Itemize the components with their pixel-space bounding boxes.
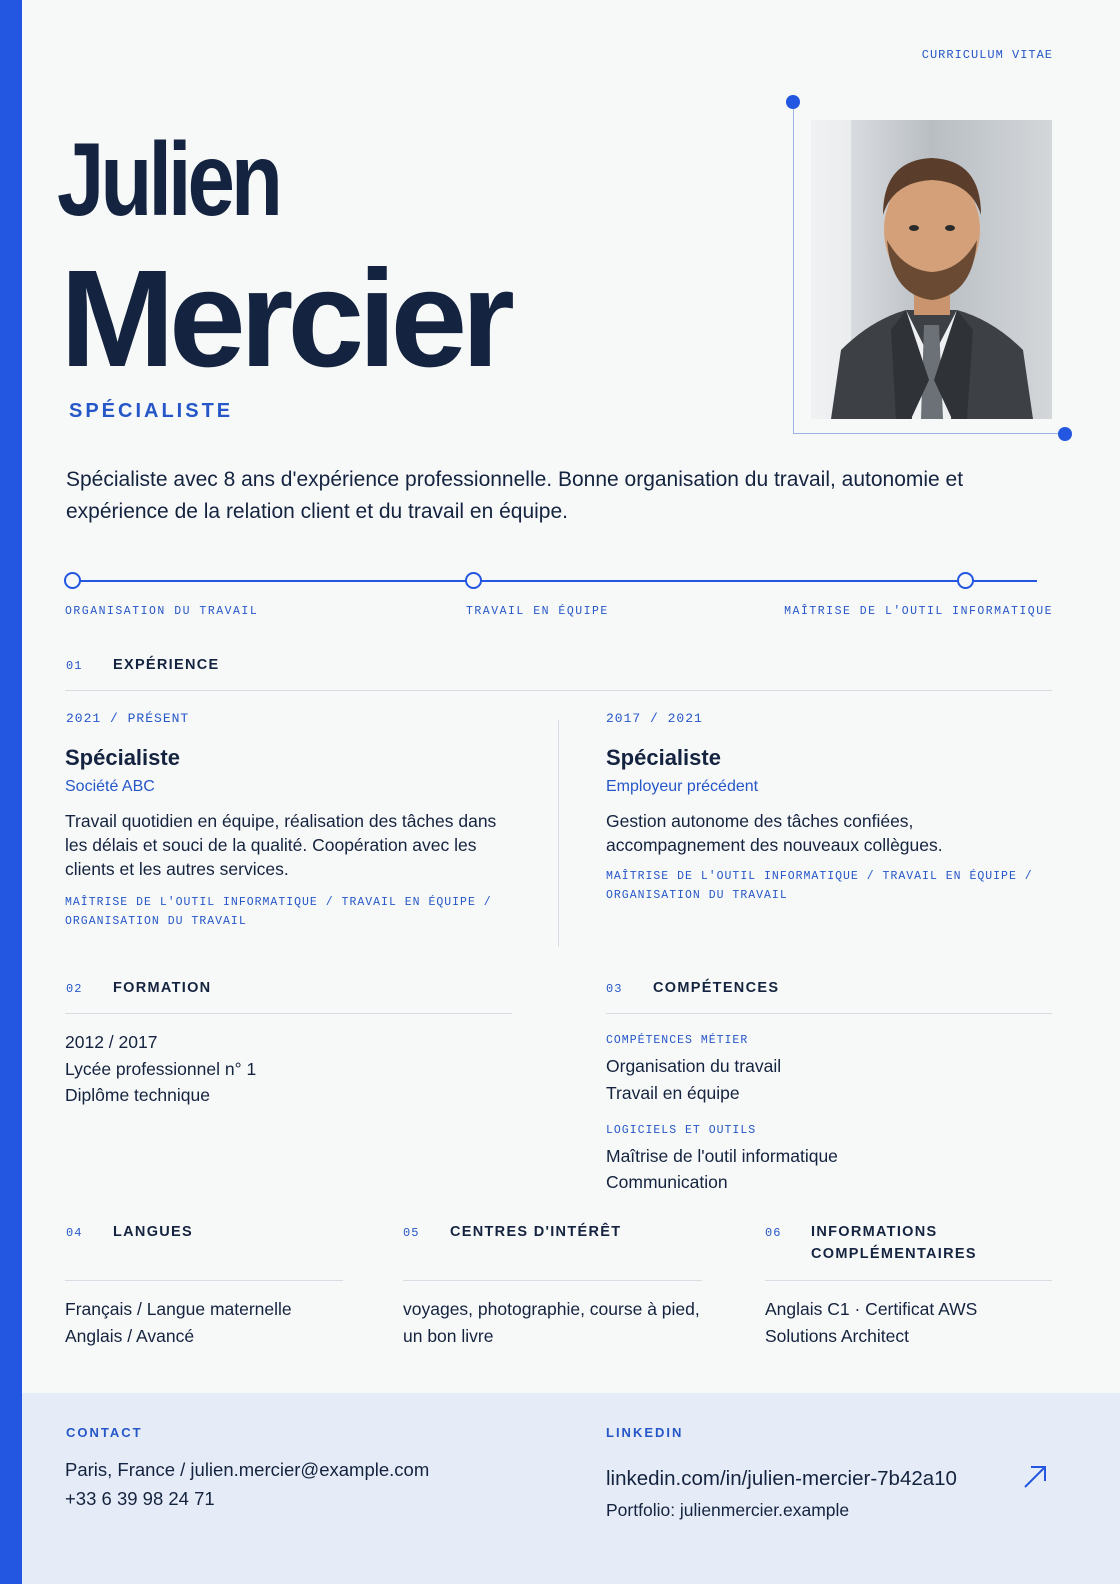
job-company: Employeur précédent <box>606 778 759 795</box>
section-title-interests: CENTRES D'INTÉRÊT <box>450 1224 622 1240</box>
skill-item: Travail en équipe <box>606 1083 740 1103</box>
timeline-label: TRAVAIL EN ÉQUIPE <box>466 605 609 618</box>
timeline-node <box>957 572 974 589</box>
section-title-experience: EXPÉRIENCE <box>113 657 220 673</box>
job-title: Spécialiste <box>606 745 721 770</box>
section-title-extra: COMPLÉMENTAIRES <box>811 1246 977 1262</box>
job-tags: MAÎTRISE DE L'OUTIL INFORMATIQUE / TRAVAIL EN ÉQUIPE / ORGANISATION DU TRAVAIL <box>606 870 1033 902</box>
linkedin-link[interactable]: linkedin.com/in/julien-mercier-7b42a10 <box>606 1467 957 1490</box>
education-line: Diplôme technique <box>65 1085 210 1105</box>
language-line: Anglais / Avancé <box>65 1326 195 1346</box>
section-divider <box>65 1280 343 1281</box>
job-tags: MAÎTRISE DE L'OUTIL INFORMATIQUE / TRAVAIL EN ÉQUIPE / ORGANISATION DU TRAVAIL <box>65 896 492 928</box>
language-line: Français / Langue maternelle <box>65 1299 292 1319</box>
portfolio-link[interactable]: Portfolio: julienmercier.example <box>606 1500 850 1520</box>
interests-line: un bon livre <box>403 1326 494 1346</box>
frame-dot-top <box>786 95 800 109</box>
section-title-languages: LANGUES <box>113 1224 193 1240</box>
job-description: Travail quotidien en équipe, réalisation des tâches dans les délais et souci de la qualité. Coopération avec les clients et les autres services. <box>65 811 497 879</box>
timeline-label: MAÎTRISE DE L'OUTIL INFORMATIQUE <box>784 605 1053 618</box>
cv-label: CURRICULUM VITAE <box>921 48 1053 62</box>
section-divider <box>606 1013 1052 1014</box>
education-line: 2012 / 2017 <box>65 1032 158 1052</box>
section-title-extra: INFORMATIONS <box>811 1224 938 1240</box>
first-name: Julien <box>57 122 279 238</box>
section-number: 01 <box>66 659 83 673</box>
extra-line: Solutions Architect <box>765 1326 909 1346</box>
section-divider <box>765 1280 1052 1281</box>
section-title-education: FORMATION <box>113 980 212 996</box>
timeline-node <box>465 572 482 589</box>
last-name: Mercier <box>60 242 509 396</box>
profile-summary: Spécialiste avec 8 ans d'expérience professionnelle. Bonne organisation du travail, autonomie et expérience de la relation client et du travail en équipe. <box>66 468 964 523</box>
contact-line[interactable]: Paris, France / julien.mercier@example.com <box>65 1459 430 1480</box>
job-dates: 2021 / PRÉSENT <box>66 711 190 726</box>
skills-group-label: LOGICIELS ET OUTILS <box>606 1124 757 1137</box>
skills-group-label: COMPÉTENCES MÉTIER <box>606 1034 749 1047</box>
linkedin-label: LINKEDIN <box>606 1425 684 1440</box>
section-divider <box>403 1280 702 1281</box>
frame-dot-bottom <box>1058 427 1072 441</box>
skill-item: Maîtrise de l'outil informatique <box>606 1146 838 1166</box>
job-description: Gestion autonome des tâches confiées, accompagnement des nouveaux collègues. <box>606 811 943 855</box>
timeline-label: ORGANISATION DU TRAVAIL <box>65 605 259 618</box>
job-company: Société ABC <box>65 778 155 795</box>
skill-item: Communication <box>606 1172 728 1192</box>
extra-line: Anglais C1 · Certificat AWS <box>765 1299 978 1319</box>
external-link-arrow-icon[interactable] <box>1022 1464 1048 1490</box>
column-divider <box>558 720 559 947</box>
accent-sidebar <box>0 0 22 1584</box>
profile-photo <box>811 120 1052 419</box>
contact-label: CONTACT <box>66 1425 143 1440</box>
education-line: Lycée professionnel n° 1 <box>65 1059 257 1079</box>
role-title: SPÉCIALISTE <box>69 400 234 422</box>
contact-phone[interactable]: +33 6 39 98 24 71 <box>65 1488 215 1509</box>
section-number: 06 <box>765 1226 782 1240</box>
job-title: Spécialiste <box>65 745 180 770</box>
job-dates: 2017 / 2021 <box>606 711 703 726</box>
timeline-line <box>72 580 1037 582</box>
section-number: 04 <box>66 1226 83 1240</box>
section-title-skills: COMPÉTENCES <box>653 980 780 996</box>
section-number: 03 <box>606 982 623 996</box>
skill-item: Organisation du travail <box>606 1056 782 1076</box>
section-number: 02 <box>66 982 83 996</box>
section-divider <box>65 690 1052 691</box>
section-number: 05 <box>403 1226 420 1240</box>
timeline-node <box>64 572 81 589</box>
section-divider <box>65 1013 512 1014</box>
interests-line: voyages, photographie, course à pied, <box>403 1299 700 1319</box>
